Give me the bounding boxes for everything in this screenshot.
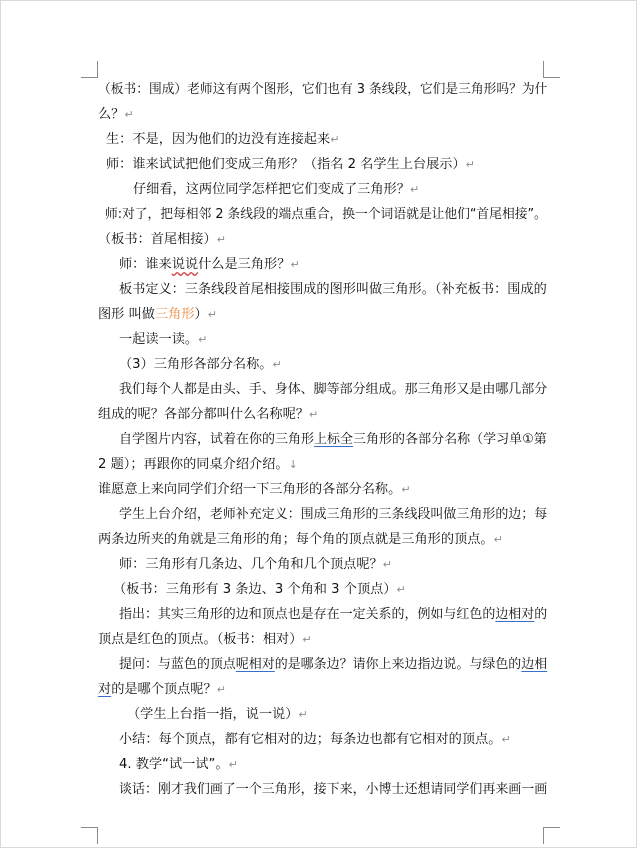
text-segment: （3）三角形各部分名称。 [119,357,273,372]
text-segment: （板书：围成）老师这有两个图形，它们也有 3 条线段，它们是三角形吗？为什 [98,82,548,97]
text-line [119,656,547,674]
text-segment: 指出：其实三角形的边和顶点也是存在一定关系的，例如与红色的 [119,607,496,622]
text-segment: 三角形的各部分名称（学习单①第 [353,432,547,447]
text-line [119,281,547,299]
crop-mark-top-left [81,61,98,78]
text-segment: 学生上台介绍，老师补充定义：围成三角形的三条线段叫做三角形的边；每 [119,507,548,522]
text-line [98,81,547,99]
paragraph-mark-icon: ↵ [330,133,340,146]
text-segment: 一起读一读。 [119,332,199,347]
text-segment: 师:对了，把每相邻 2 条线段的端点重合，换一个词语就是让他们“首尾相接”。 [105,207,547,222]
text-segment: ） [194,307,208,322]
text-segment: 两条边所夹的角就是三角形的角；每个角的顶点就是三角形的顶点。 [98,532,494,547]
text-segment: 的是哪个顶点呢？ [111,682,217,697]
text-segment: 么？ [98,107,125,122]
text-segment-orange: 三角形 [154,307,195,322]
text-segment: （板书：首尾相接） [98,232,217,247]
text-segment: 顶点是红色的顶点。（板书：相对） [98,632,303,647]
paragraph-mark-icon: ↵ [309,408,319,421]
paragraph-mark-icon: ↵ [493,533,503,546]
paragraph-mark-icon: ↵ [382,558,392,571]
text-segment: 的是哪条边？请你上来边指边说。与绿色的 [274,657,522,672]
paragraph-mark-icon: ↵ [302,633,312,646]
paragraph-mark-icon: ↵ [401,483,411,496]
paragraph-mark-icon: ↵ [124,108,134,121]
text-line [119,506,547,524]
text-line [98,681,226,699]
paragraph-mark-icon: ↓ [288,458,298,471]
paragraph-mark-icon: ↵ [409,183,420,196]
text-segment: 什么是三角形？ [198,257,291,272]
text-line [119,331,207,349]
paragraph-mark-icon: ↵ [298,708,308,721]
text-line [98,481,411,499]
crop-mark-bottom-right [543,827,560,844]
text-segment: 师：谁来 [119,257,172,272]
text-segment: 生：不是，因为他们的边没有连接起来 [106,132,331,147]
paragraph-mark-icon: ↵ [228,758,238,771]
text-segment-ul: 呢相对 [235,657,275,672]
paragraph-mark-icon: ↵ [396,583,406,596]
crop-mark-bottom-left [81,827,98,844]
text-segment: 我们每个人都是由头、手、身体、脚等部分组成。那三角形又是由哪几部分 [119,382,548,397]
text-segment: 小结：每个顶点，都有它相对的边；每条边也都有它相对的顶点。 [119,732,502,747]
text-segment: 谈话：刚才我们画了一个三角形，接下来，小博士还想请同学们再来画一画 [119,782,548,797]
text-line [119,431,547,449]
crop-mark-top-right [543,61,560,78]
text-line [98,231,226,249]
text-line [98,456,298,474]
paragraph-mark-icon: ↵ [465,158,475,171]
text-line [113,581,406,599]
text-segment: 提问：与蓝色的顶点 [119,657,236,672]
text-segment-ul: 边相 [521,657,548,672]
text-line [127,706,308,724]
text-segment: 2 题）；再跟你的同桌介绍介绍。 [98,457,289,472]
text-line [98,406,318,424]
text-segment: 的 [534,607,548,622]
text-segment: 师：三角形有几条边、几个角和几个顶点呢？ [119,557,383,572]
text-line [119,731,511,749]
paragraph-mark-icon: ↵ [207,308,217,321]
text-segment-ul: 边相对 [495,607,535,622]
text-line [98,106,134,124]
text-line [98,306,217,324]
paragraph-mark-icon: ↵ [198,333,208,346]
paragraph-mark-icon: ↵ [290,258,300,271]
text-line [106,156,475,174]
text-segment-ul: 上标全 [314,432,354,447]
text-line [119,756,238,774]
text-segment: 4. 教学“试一试”。 [119,757,229,772]
text-segment: 板书定义：三条线段首尾相接围成的图形叫做三角形。（补充板书：围成的 [119,282,547,297]
text-segment: 师：谁来试试把他们变成三角形？（指名 2 名学生上台展示） [106,157,466,172]
text-line [119,381,547,399]
text-line [98,631,312,649]
text-line [119,556,392,574]
text-segment: 图形 叫做 [98,307,155,322]
text-line [98,531,503,549]
text-line [119,781,547,799]
text-segment: 自学图片内容，试着在你的三角形 [119,432,315,447]
paragraph-mark-icon: ↵ [216,683,226,696]
text-segment-ul: 对 [98,682,112,697]
paragraph-mark-icon: ↵ [216,233,226,246]
text-segment: 谁愿意上来向同学们介绍一下三角形的各部分名称。 [98,482,402,497]
paragraph-mark-icon: ↵ [501,733,511,746]
text-segment: 仔细看，这两位同学怎样把它们变成了三角形？ [133,182,410,197]
text-line [119,256,300,274]
text-line [119,606,547,624]
text-segment: （学生上台指一指，说一说） [127,707,299,722]
text-line [105,206,547,224]
text-line [119,356,282,374]
text-segment: （板书：三角形有 3 条边、3 个角和 3 个顶点） [113,582,397,597]
text-line [106,131,339,149]
text-segment: 组成的呢？各部分都叫什么名称呢？ [98,407,309,422]
text-segment-sq: 说说 [171,257,199,272]
text-line [133,181,419,199]
paragraph-mark-icon: ↵ [272,358,282,371]
